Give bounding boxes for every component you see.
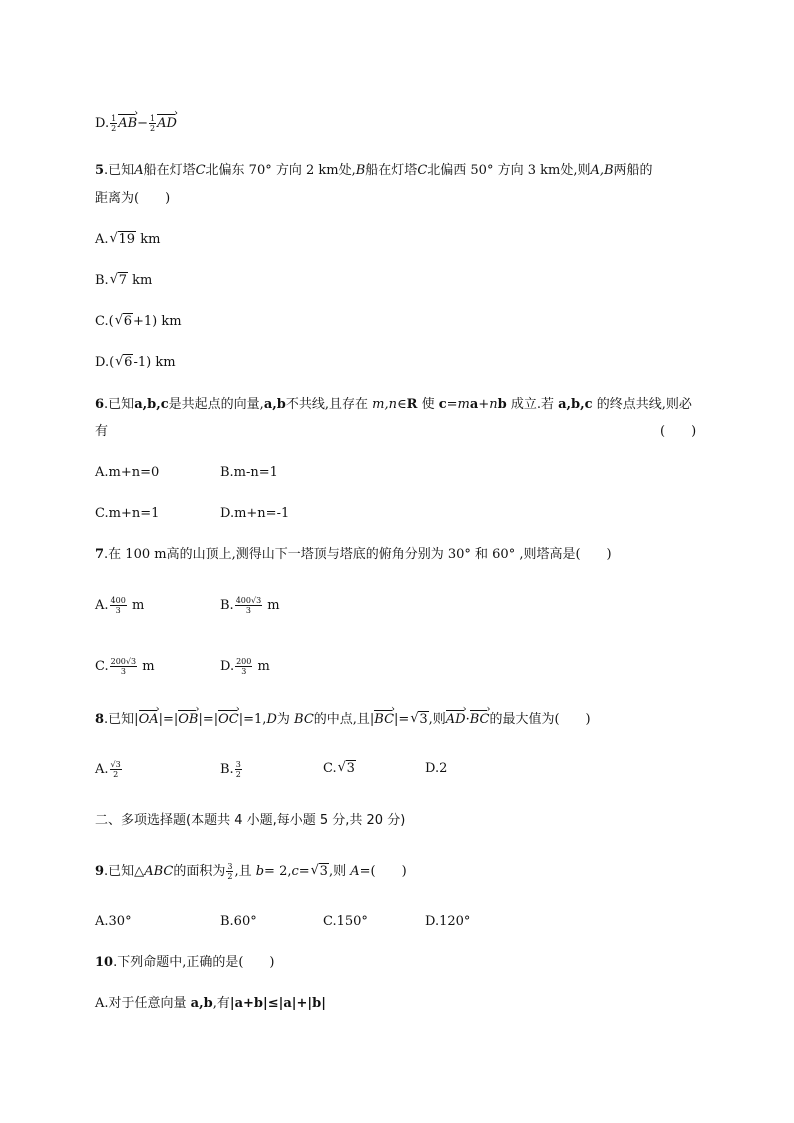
option-label: D.: [95, 116, 110, 131]
q6-answer-paren: ( ): [660, 424, 697, 439]
q7-option-c: C. $\frac{200√3}{3}$ m: [95, 657, 155, 676]
q6-option-a: A.m+n=0: [95, 465, 160, 480]
q8-option-d: D.2: [425, 761, 448, 776]
q5-stem-line2: 距离为( ): [95, 191, 171, 206]
q6-option-d: D.m+n=-1: [220, 506, 290, 521]
q6-option-b: B.m-n=1: [220, 465, 278, 480]
question-number: 8: [95, 712, 105, 727]
question-number: 7: [95, 547, 105, 562]
vector-ad: AD ›: [157, 112, 177, 133]
q7-option-d: D. $\frac{200}{3}$ m: [220, 657, 270, 676]
q8-option-b: B. $\frac{3}{2}$: [220, 760, 241, 779]
q9-stem: 9.已知△ABC的面积为 $\frac{3}{2}$ ,且 b= 2,c=√ 3,则 A=( ): [95, 862, 407, 881]
q6-stem-line1: 6.已知a,b,c是共起点的向量,a,b不共线,且存在 m,n∈R 使 c=ma+nb 成立.若 a,b,c 的终点共线,则必: [95, 397, 692, 412]
q8-option-a: A. $\frac{√3}{2}$: [95, 760, 121, 779]
sqrt: √ 6: [115, 313, 133, 331]
q7-option-b: B. $\frac{400√3}{3}$ m: [220, 596, 280, 615]
section-heading: 二、多项选择题(本题共 4 小题,每小题 5 分,共 20 分): [95, 813, 406, 828]
q5-stem-line1: 5.已知A船在灯塔C北偏东 70° 方向 2 km处,B船在灯塔C北偏西 50° 方向 3 km处,则A,B两船的: [95, 163, 653, 178]
question-number: 6: [95, 397, 105, 412]
sqrt: √ 6: [115, 354, 133, 372]
q6-option-c: C.m+n=1: [95, 506, 160, 521]
q9-option-c: C.150°: [323, 914, 368, 929]
q9-option-b: B.60°: [220, 914, 257, 929]
question-number: 10: [95, 955, 114, 970]
q4-option-d: D. $\frac{1}{2}$ AB ›− $\frac{1}{2}$ AD ›: [95, 112, 177, 133]
q7-stem: 7.在 100 m高的山顶上,测得山下一塔顶与塔底的俯角分别为 30° 和 60° ,则塔高是( ): [95, 547, 612, 562]
question-number: 5: [95, 163, 105, 178]
q5-option-d: D.(√ 6-1) km: [95, 354, 176, 372]
q5-option-b: B.√ 7 km: [95, 272, 152, 290]
q9-option-a: A.30°: [95, 914, 132, 929]
q8-option-c: C.√ 3: [323, 760, 356, 778]
question-number: 9: [95, 864, 105, 879]
q5-option-c: C.(√ 6+1) km: [95, 313, 182, 331]
q10-option-a: A.对于任意向量 a,b,有|a+b|≤|a|+|b|: [95, 996, 326, 1011]
vector-ab: AB ›: [118, 112, 137, 133]
sqrt: √ 7: [110, 272, 128, 290]
q8-stem: 8.已知|OA ›|=|OB ›|=|OC ›|=1,D为 BC的中点,且|BC ›|=√ 3,则AD ›·BC ›的最大值为( ): [95, 708, 591, 729]
q6-stem-line2: 有: [95, 424, 109, 439]
q5-option-a: A.√ 19 km: [95, 231, 160, 249]
sqrt: √ 19: [110, 231, 137, 249]
fraction: $\frac{1}{2}$: [150, 114, 156, 133]
fraction: $\frac{1}{2}$: [111, 114, 117, 133]
q10-stem: 10.下列命题中,正确的是( ): [95, 955, 275, 970]
q7-option-a: A. $\frac{400}{3}$ m: [95, 596, 145, 615]
q9-option-d: D.120°: [425, 914, 471, 929]
